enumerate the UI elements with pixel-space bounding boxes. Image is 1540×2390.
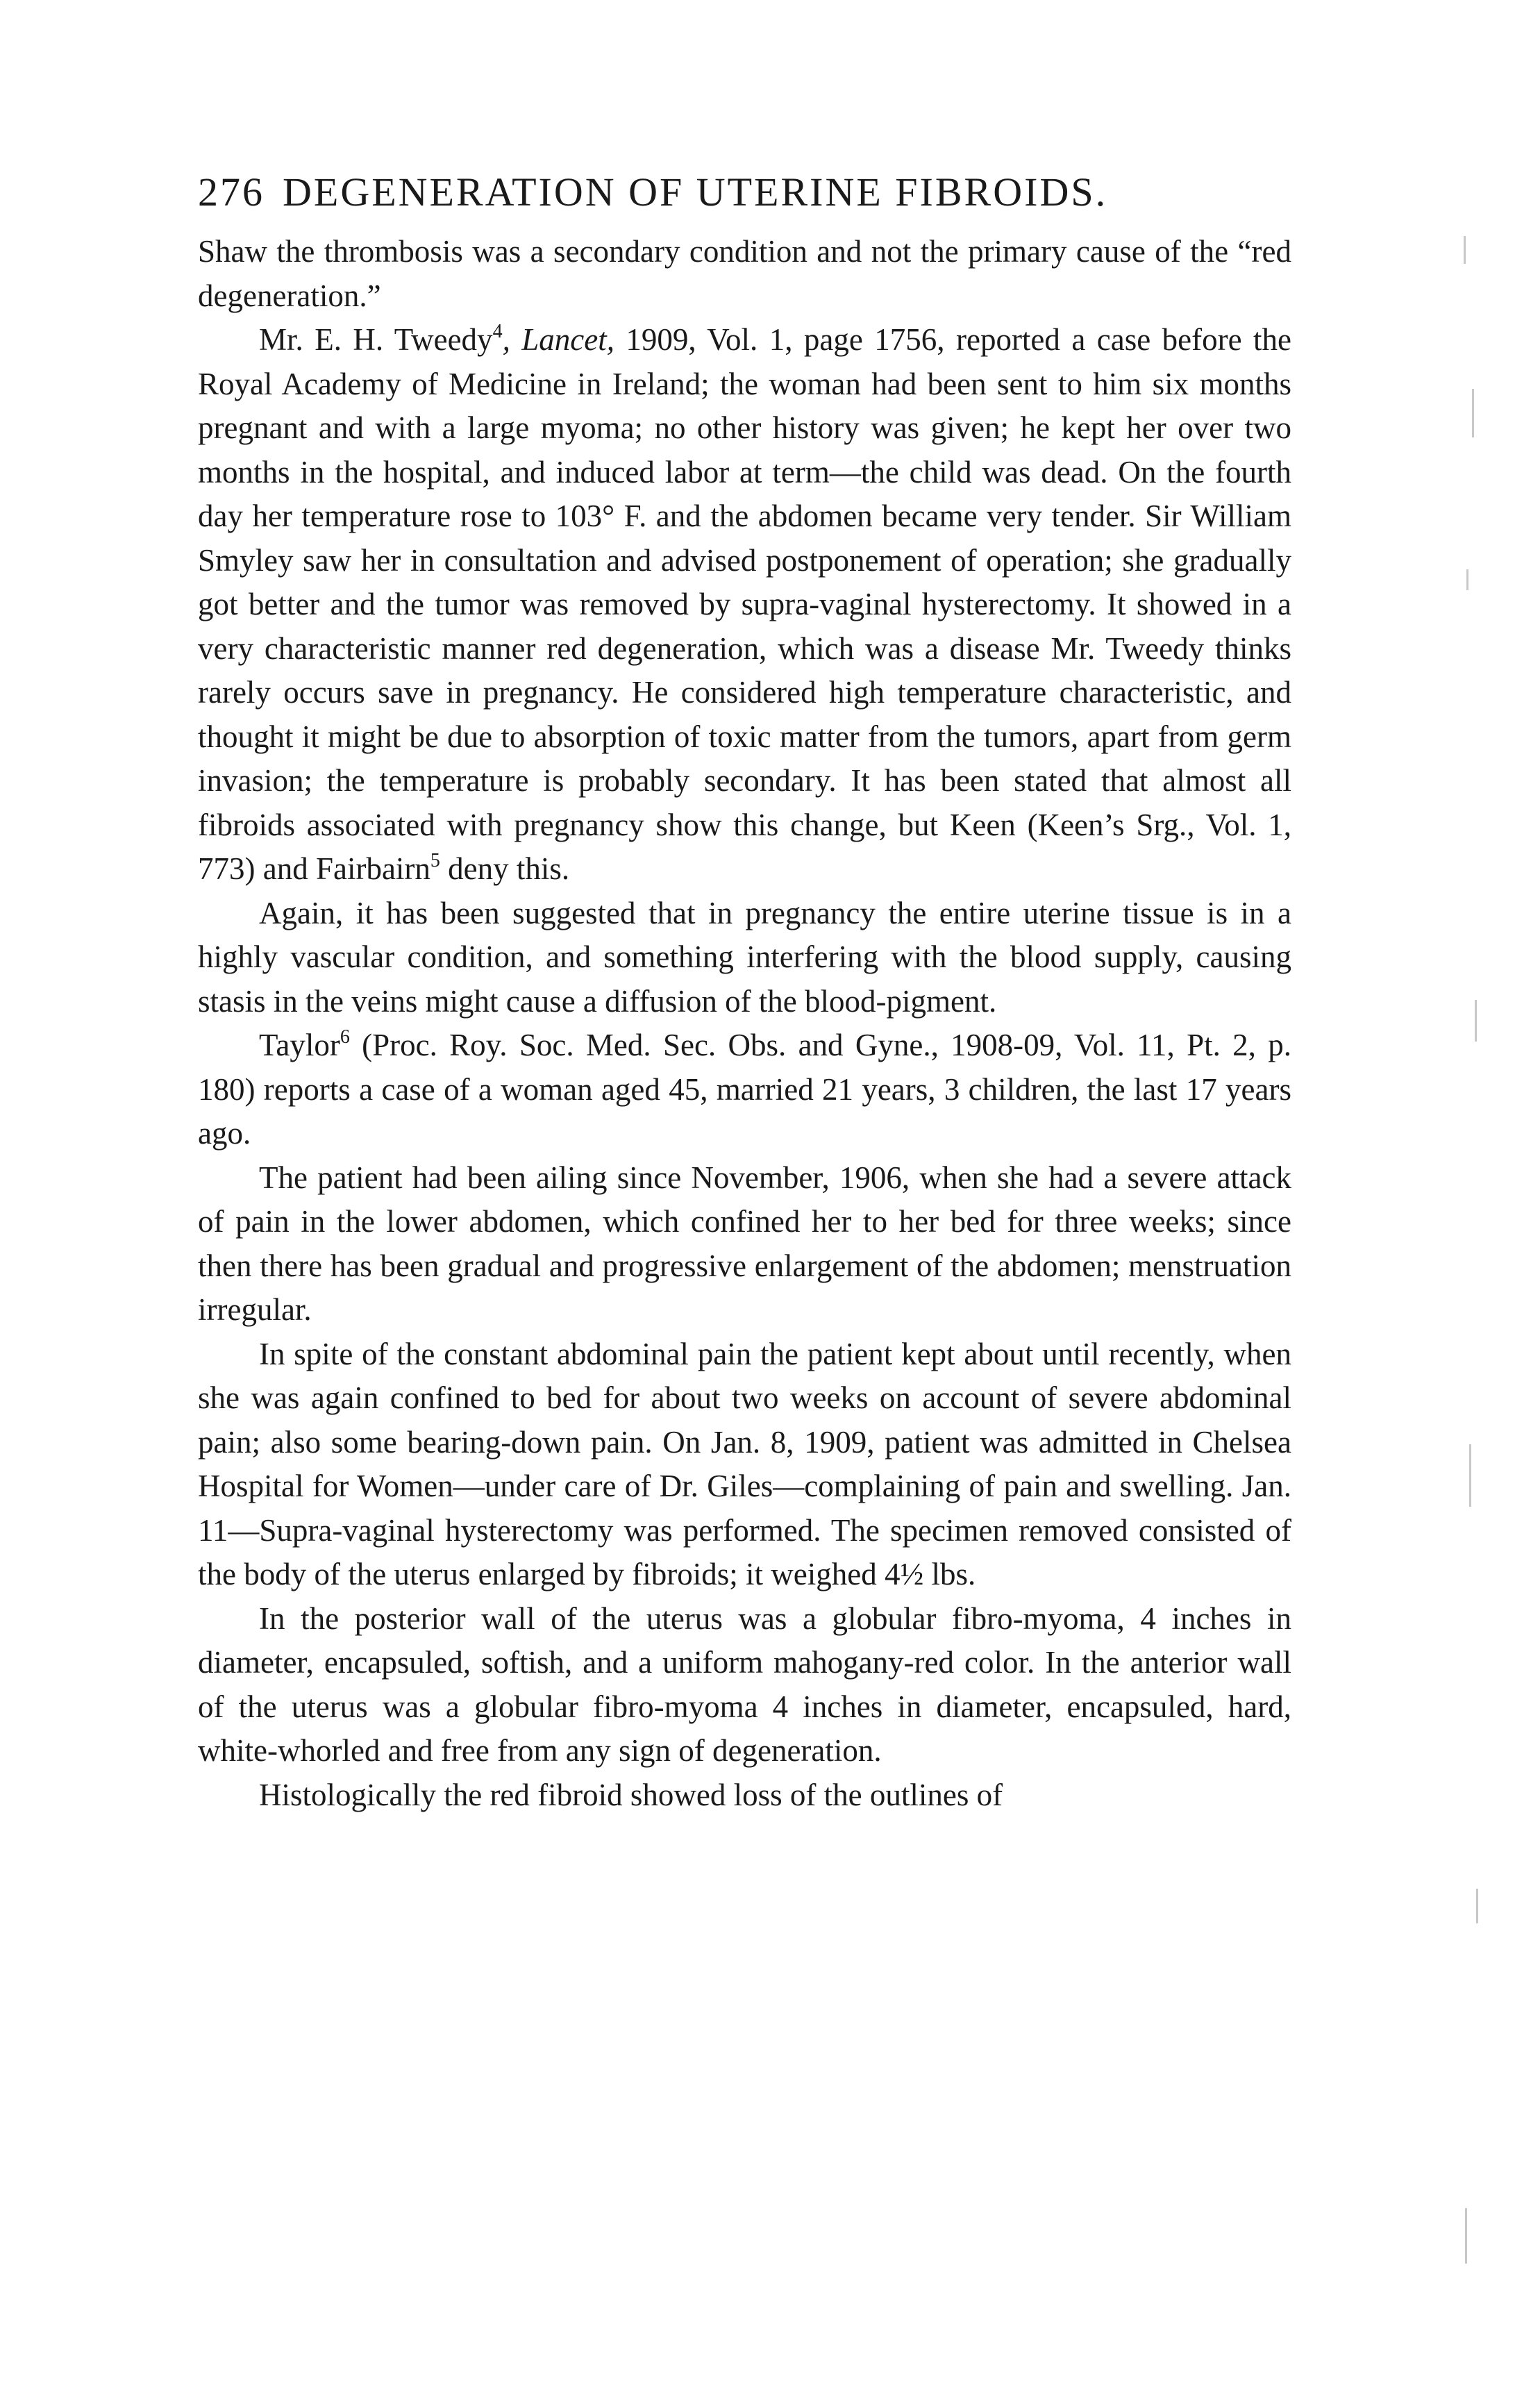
book-page <box>198 170 1291 1817</box>
footnote-ref-5: 5 <box>430 850 440 871</box>
running-title: DEGENERATION OF UTERINE FIBROIDS. <box>283 169 1108 215</box>
paragraph-admission: In spite of the constant abdominal pain the patient kept about until recently, when she was again confined to bed for about two weeks on account of severe abdominal pain; also some bearing-down pain. On Jan. 8, 1909, patient was admitted in Chelsea Hospital for Women—under care of Dr. Giles—complaining of pain and swelling. Jan. 11—Supra-vaginal hysterectomy was performed. The specimen removed consisted of the body of the uterus enlarged by fibroids; it weighed 4½ lbs. <box>198 1336 1291 1591</box>
page-number: 276 <box>198 169 265 215</box>
paragraph-histology: Histologically the red fibroid showed loss of the outlines of <box>259 1777 1003 1812</box>
footnote-ref-6: 6 <box>340 1026 350 1048</box>
paragraph-specimen: In the posterior wall of the uterus was a globular fibro-myoma, 4 inches in diameter, encapsuled, softish, and a uniform mahogany-red color. In the anterior wall of the uterus was a globular fibro-myoma 4 inches in diameter, encapsuled, hard, white-whorled and free from any sign of degeneration. <box>198 1601 1291 1768</box>
scan-artifact <box>1469 1444 1471 1507</box>
scan-artifact <box>1475 1000 1477 1042</box>
running-head <box>198 170 1291 215</box>
body-text <box>198 230 1291 1817</box>
paragraph-continued: Shaw the thrombosis was a secondary condition and not the primary cause of the “red degeneration.” <box>198 234 1291 313</box>
paragraph-tweedy: Mr. E. H. Tweedy$^4$, Lancet, 1909, Vol. 1, page 1756, reported a case before the Royal Academy of Medicine in Ireland; the woman had been sent to him six months pregnant and with a large myoma; no other history was given; he kept her over two months in the hospital, and induced labor at term—the child was dead. On the fourth day her temperature rose to 103° F. and the abdomen became very tender. Sir William Smyley saw her in consultation and advised postponement of operation; she gradually got better and the tumor was removed by supra-vaginal hysterectomy. It showed in a very characteristic manner red degeneration, which was a disease Mr. Tweedy thinks rarely occurs save in pregnancy. He considered high temperature characteristic, and thought it might be due to absorption of toxic matter from the tumors, apart from germ invasion; the temperature is probably secondary. It has been stated that almost all fibroids associated with pregnancy show this change, but Keen (Keen’s Srg., Vol. 1, 773) and Fairbairn$^5$ deny this. <box>198 321 1291 886</box>
scan-artifact <box>1476 1889 1478 1923</box>
scan-artifact <box>1464 236 1466 264</box>
paragraph-history: The patient had been ailing since November, 1906, when she had a severe attack of pain in the lower abdomen, which confined her to her bed for three weeks; since then there has been gradual and progressive enlargement of the abdomen; menstruation irregular. <box>198 1160 1291 1327</box>
paragraph-vascular: Again, it has been suggested that in pregnancy the entire uterine tissue is in a highly vascular condition, and something interfering with the blood supply, causing stasis in the veins might cause a diffusion of the blood-pigment. <box>198 895 1291 1019</box>
footnote-ref-4: 4 <box>492 321 503 342</box>
journal-name: , Lancet, <box>502 322 614 357</box>
paragraph-taylor: Taylor$^6$ (Proc. Roy. Soc. Med. Sec. Obs. and Gyne., 1908-09, Vol. 11, Pt. 2, p. 180) reports a case of a woman aged 45, married 21 years, 3 children, the last 17 years ago. <box>198 1026 1291 1151</box>
scan-artifact <box>1465 2208 1467 2264</box>
scan-artifact <box>1466 569 1468 590</box>
scan-artifact <box>1472 389 1474 437</box>
